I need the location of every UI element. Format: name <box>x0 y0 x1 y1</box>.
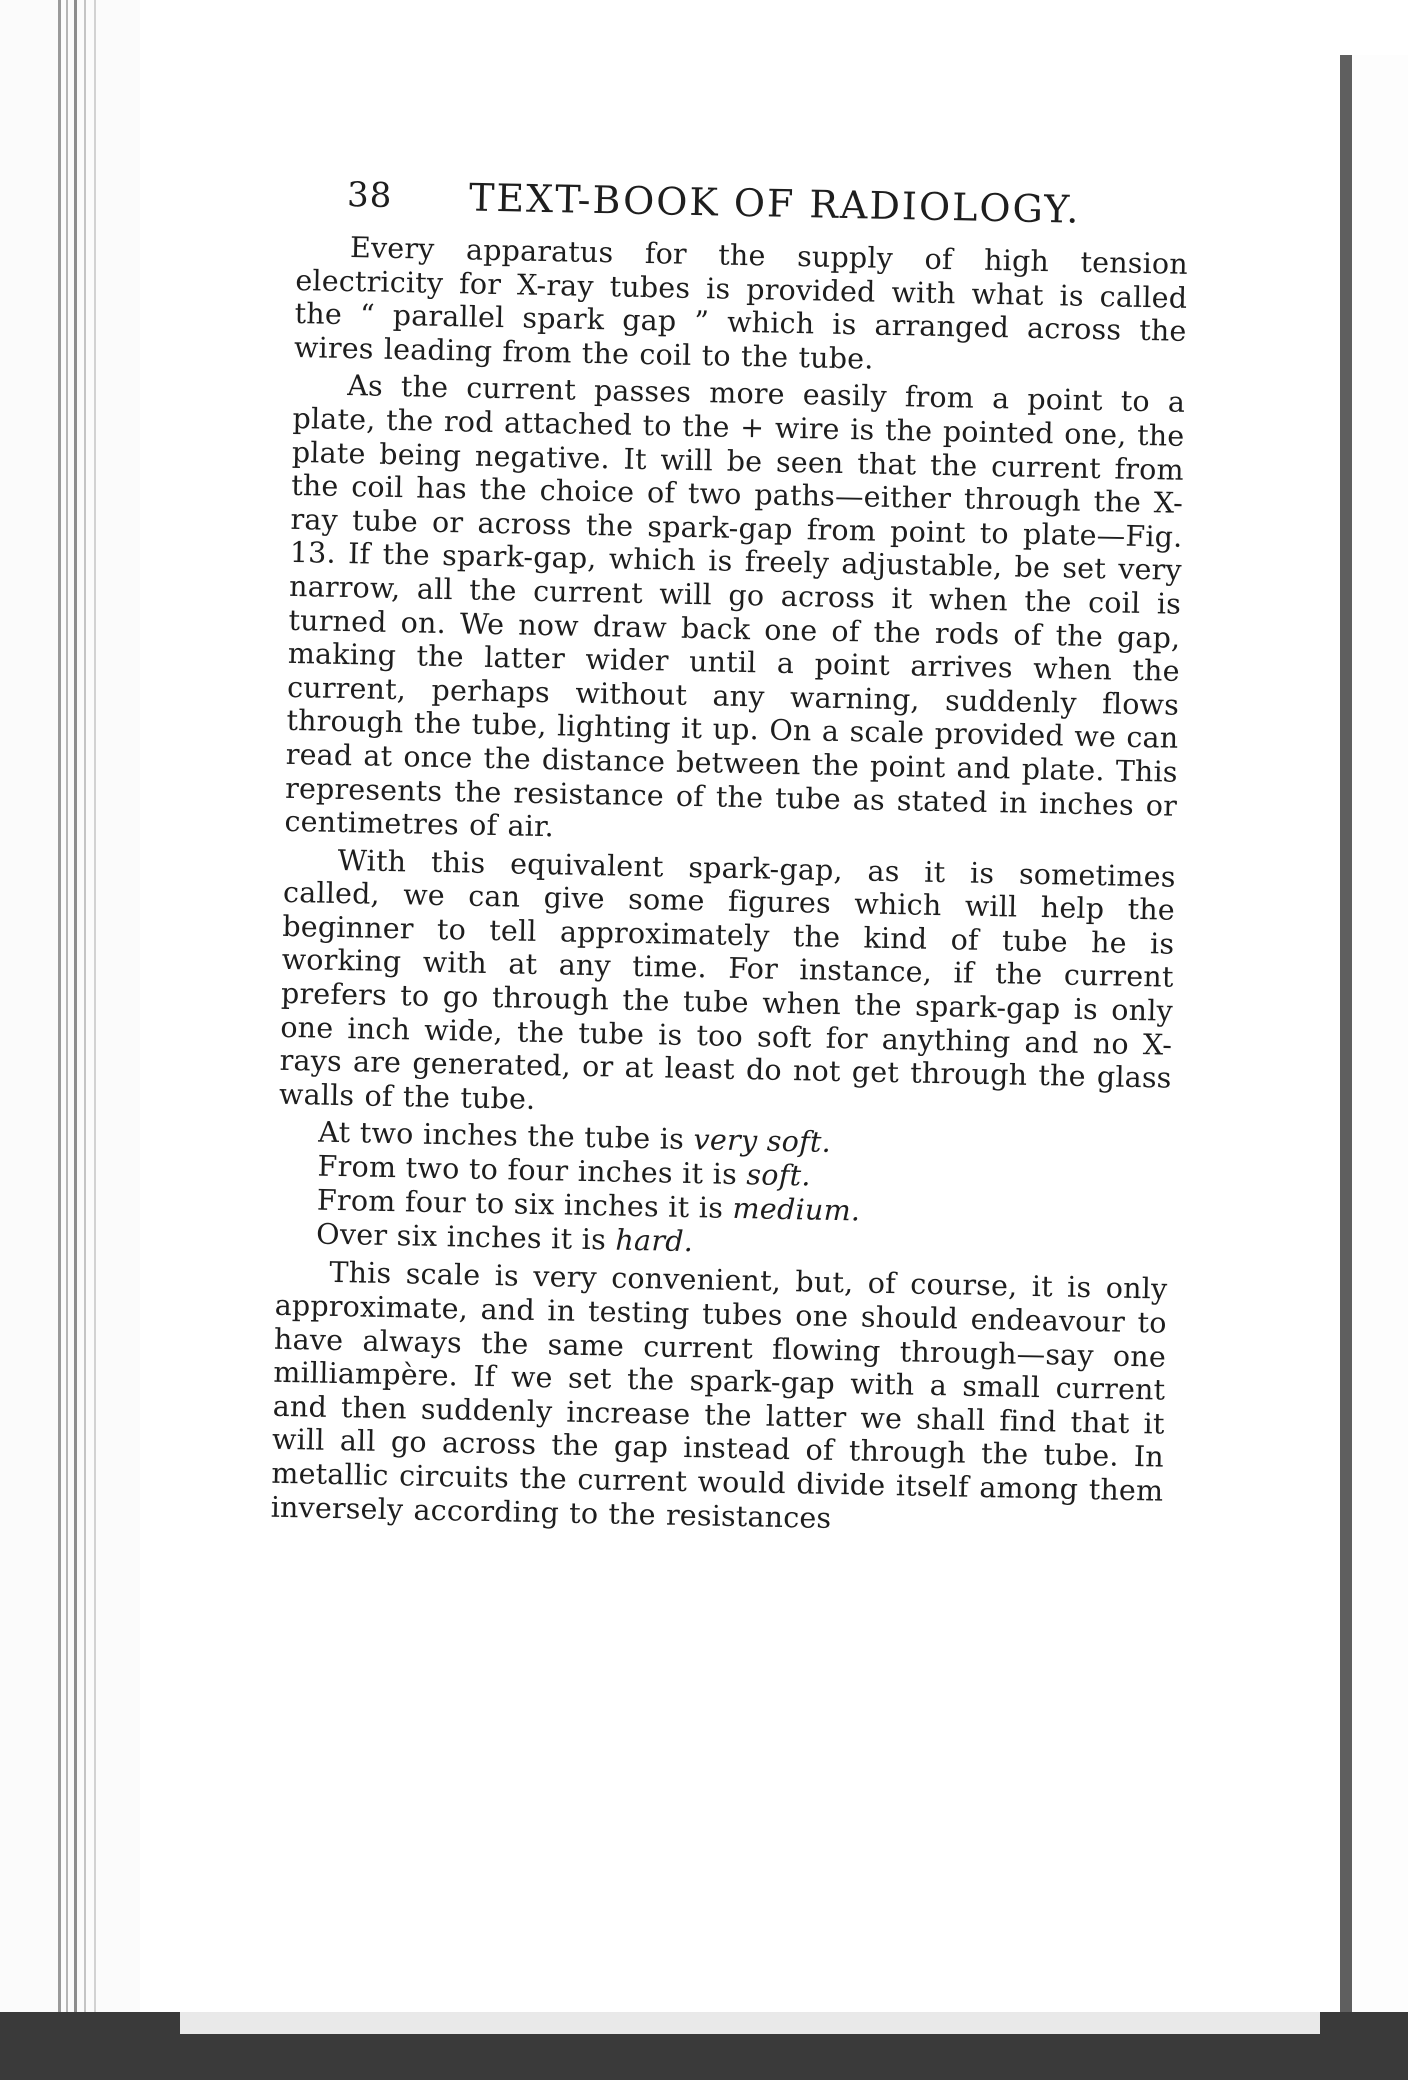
scale-line-term: medium. <box>732 1192 861 1228</box>
scan-bottom-edge <box>180 2012 1320 2034</box>
page-right-margin <box>1352 55 1408 2025</box>
scale-line-text: At two inches the tube is <box>317 1116 694 1157</box>
page-edge-line <box>84 0 86 2040</box>
book-page-edges <box>0 0 140 2080</box>
scale-line-text: Over six inches it is <box>315 1218 616 1258</box>
page-number: 38 <box>346 174 393 216</box>
page-edge-line <box>58 0 61 2040</box>
paragraph: As the current passes more easily from a point to a plate, the rod attached to the + wire is the pointed one, the plate being negative. It will be seen that the current from the coil has the choice of two paths—either through the X-ray tube or across the spark-gap from point to plate—Fig. 13. If the spark-gap, which is freely adjustable, be set very narrow, all the current will go across it when the coil is turned on. We now draw back one of the rods of the gap, making the latter wider until a point arrives when the current, perhaps without any warning, suddenly flows through the tube, lighting it up. On a scale provided we can read at once the distance between the point and plate. This represents the resistance of the tube as stated in inches or centimetres of air. <box>284 369 1186 844</box>
page-right-border <box>1340 55 1352 2025</box>
paragraph: This scale is very convenient, but, of course, it is only approximate, and in testing tubes one should endeavour to have always the same current flowing through—say one milliampère. If we set the spark-gap with a small current and then suddenly increase the latter we shall find that it will all go across the gap instead of through the tube. In metallic circuits the current would divide itself among them inversely according to the resistances <box>270 1256 1168 1535</box>
page-edge-line <box>66 0 68 2040</box>
scale-line-term: hard. <box>615 1224 694 1259</box>
paragraph: With this equivalent spark-gap, as it is sometimes called, we can give some figures which will help the beginner to tell approximately the kind of tube he is working with at any time. For instance, if the current prefers to go through the tube when the spark-gap is only one inch wide, the tube is too soft for anything and no X-rays are generated, or at least do not get through the glass walls of the tube. <box>278 843 1176 1116</box>
running-title: TEXT-BOOK OF RADIOLOGY. <box>468 175 1081 232</box>
scale-line-text: From four to six inches it is <box>316 1184 733 1226</box>
scale-line-text: From two to four inches it is <box>317 1150 747 1192</box>
page-edge-line <box>94 0 96 2040</box>
page-edge-line <box>74 0 77 2040</box>
scale-line-term: very soft. <box>693 1123 832 1160</box>
page-text-block <box>270 150 1189 1542</box>
paragraph: Every apparatus for the supply of high tension electricity for X-ray tubes is provided with what is called the “ parallel spark gap ” which is arranged across the wires leading from the coil to the tube. <box>293 231 1189 376</box>
scale-line-term: soft. <box>746 1158 812 1193</box>
